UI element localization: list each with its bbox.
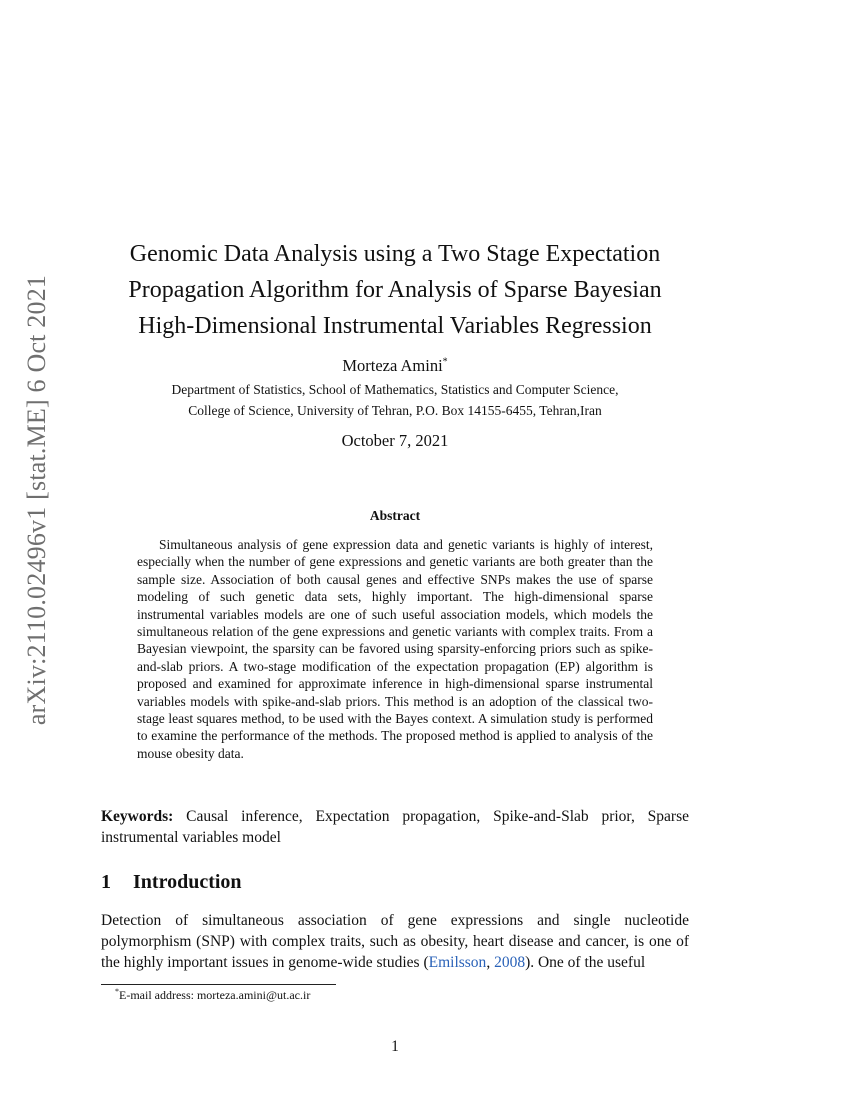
affiliation-line: College of Science, University of Tehran, P.O. Box 14155-6455, Tehran,Iran bbox=[188, 403, 602, 418]
title-line: Propagation Algorithm for Analysis of Sparse Bayesian bbox=[128, 277, 662, 303]
title-line: High-Dimensional Instrumental Variables Regression bbox=[138, 313, 652, 339]
intro-paragraph bbox=[101, 910, 689, 973]
title-line: Genomic Data Analysis using a Two Stage Expectation bbox=[129, 241, 661, 267]
section-title: Introduction bbox=[133, 871, 242, 893]
footnote-text: E-mail address: morteza.amini@ut.ac.ir bbox=[119, 988, 311, 1002]
intro-text: Detection of simultaneous association of gene expressions and single nucleotide polymorphism (SNP) with complex traits, such as obesity, heart disease and cancer, is one of the highly important issues in genome-wide studies ( bbox=[101, 912, 689, 971]
keywords-label: Keywords: bbox=[101, 808, 174, 825]
abstract-body: Simultaneous analysis of gene expression data and genetic variants is highly of interest, especially when the number of gene expressions and genetic variants are both greater than the sample size. Association of both causal genes and effective SNPs makes the use of sparse modeling of such genetic data sets, highly important. The high-dimensional sparse instrumental variables models are one of such useful association models, which models the simultaneous relation of the gene expressions and genetic variants with complex traits. From a Bayesian viewpoint, the sparsity can be favored using sparsity-enforcing priors such as spike-and-slab priors. A two-stage modification of the expectation propagation (EP) algorithm is proposed and examined for approximate inference in high-dimensional sparse instrumental variables models with spike-and-slab priors. This method is an adoption of the classical two-stage least squares method, to be used with the Bayes context. A simulation study is performed to examine the performance of the methods. The proposed method is applied to analysis of the mouse obesity data. bbox=[137, 537, 653, 761]
intro-text-tail: ). One of the useful bbox=[525, 954, 646, 971]
paper-date: October 7, 2021 bbox=[341, 431, 449, 450]
author bbox=[100, 356, 690, 376]
section-number: 1 bbox=[101, 871, 111, 893]
footnote bbox=[115, 987, 310, 1003]
abstract-heading: Abstract bbox=[369, 508, 421, 523]
citation-link-year[interactable]: 2008 bbox=[494, 954, 526, 971]
section-heading bbox=[101, 871, 242, 894]
keywords-text: Causal inference, Expectation propagation, Spike-and-Slab prior, Sparse instrumental variables model bbox=[101, 808, 689, 846]
author-footnote-mark: * bbox=[442, 356, 448, 368]
paper-title bbox=[100, 236, 690, 344]
keywords bbox=[101, 806, 689, 848]
footnote-mark: * bbox=[115, 987, 119, 996]
arxiv-identifier bbox=[17, 274, 57, 726]
citation-separator: , bbox=[486, 954, 495, 971]
page-number: 1 bbox=[391, 1038, 399, 1055]
author-name: Morteza Amini bbox=[342, 356, 443, 375]
affiliation bbox=[100, 379, 690, 421]
footnote-rule bbox=[101, 984, 336, 985]
citation-link-author[interactable]: Emilsson bbox=[428, 954, 487, 971]
arxiv-identifier-text: arXiv:2110.02496v1 [stat.ME] 6 Oct 2021 bbox=[22, 274, 52, 726]
affiliation-line: Department of Statistics, School of Mathematics, Statistics and Computer Science, bbox=[171, 382, 619, 397]
